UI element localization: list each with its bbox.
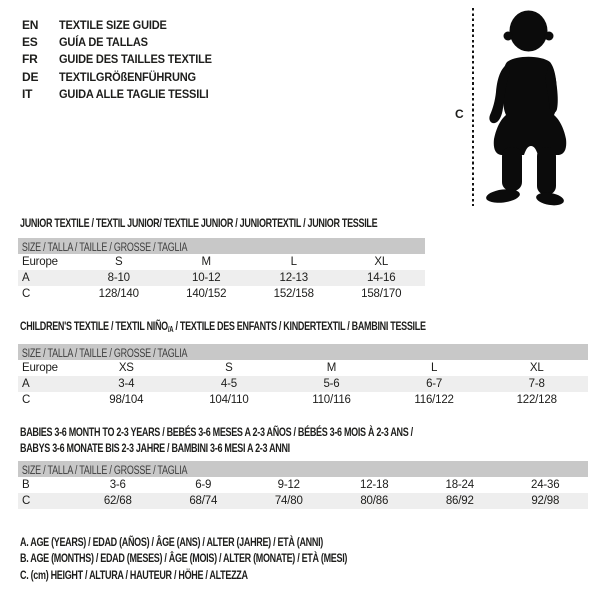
size-cell: XL: [374, 256, 389, 268]
size-cell: 152/158: [273, 288, 314, 300]
babies-title-line1: BABIES 3-6 MONTH TO 2-3 YEARS / BEBÉS 3-6 MESES A 2-3 AÑOS / BÉBÉS 3-6 MOIS À 2-3 ANS /: [20, 425, 413, 439]
babies-size-header-bar: [18, 461, 588, 477]
size-cell: 12-18: [360, 479, 389, 491]
table-row: [18, 360, 588, 376]
row-label: B: [22, 479, 30, 491]
size-cell: XS: [118, 362, 134, 374]
row-label: C: [22, 394, 31, 406]
size-cell: M: [201, 256, 211, 268]
language-item: [22, 51, 225, 68]
babies-title-line2: BABYS 3-6 MONATE BIS 2-3 JAHRE / BAMBINI 3-6 MESI A 2-3 ANNI: [20, 440, 290, 455]
size-cell: 116/122: [414, 394, 454, 406]
size-cell: 4-5: [220, 378, 237, 390]
row-label: A: [22, 272, 30, 284]
size-header-label: SIZE / TALLA / TAILLE / GRÖSSE / TAGLIA: [21, 242, 188, 254]
size-cell: 74/80: [274, 495, 303, 507]
children-size-header-bar: [18, 344, 588, 360]
size-cell: 3-4: [118, 378, 135, 390]
size-cell: 12-13: [279, 272, 308, 284]
size-cell: 3-6: [109, 479, 126, 491]
size-cell: 80/86: [360, 495, 389, 507]
size-cell: 86/92: [445, 495, 474, 507]
size-cell: 110/116: [312, 394, 351, 406]
size-cell: 122/128: [516, 394, 557, 406]
size-cell: 92/98: [531, 495, 560, 507]
row-label: Europe: [22, 362, 58, 374]
size-cell: 6-9: [195, 479, 212, 491]
babies-size-table: [18, 477, 588, 509]
table-row: [18, 376, 588, 392]
junior-size-header-bar: [18, 238, 425, 254]
size-header-label: SIZE / TALLA / TAILLE / GRÖSSE / TAGLIA: [21, 348, 188, 360]
size-cell: 68/74: [189, 495, 218, 507]
footnote-line-b: B. AGE (MONTHS) / EDAD (MESES) / ÂGE (MOIS) / ALTER (MONATE) / ETÀ (MESI): [20, 551, 348, 566]
size-cell: L: [290, 256, 297, 268]
children-title-sub: /A: [167, 325, 174, 334]
language-code: IT: [22, 87, 33, 102]
language-item: [22, 86, 225, 103]
footnotes: [20, 534, 347, 583]
language-code: ES: [22, 35, 38, 50]
row-label: A: [22, 378, 30, 390]
size-cell: 98/104: [109, 394, 144, 406]
table-row: [18, 477, 588, 493]
row-label: Europe: [22, 256, 58, 268]
size-cell: XL: [529, 362, 544, 374]
baby-silhouette-icon: [482, 7, 570, 207]
children-title-post: / TEXTILE DES ENFANTS / KINDERTEXTIL / BAMBINI TESSILE: [173, 319, 426, 333]
size-cell: S: [225, 362, 233, 374]
size-cell: M: [326, 362, 337, 374]
size-cell: 8-10: [107, 272, 130, 284]
children-title-pre: CHILDREN'S TEXTILE / TEXTIL NIÑO: [20, 319, 168, 333]
table-row: [18, 286, 425, 302]
language-title: TEXTILGRÖßENFÜHRUNG: [59, 69, 196, 84]
size-cell: 9-12: [277, 479, 300, 491]
size-cell: 7-8: [528, 378, 545, 390]
junior-size-table: [18, 254, 425, 302]
children-table-title: [20, 319, 426, 338]
row-label: C: [22, 495, 31, 507]
table-row: [18, 392, 588, 408]
language-code: DE: [22, 69, 39, 84]
size-cell: 104/110: [209, 394, 249, 406]
size-cell: 62/68: [103, 495, 132, 507]
size-cell: L: [430, 362, 438, 374]
footnote-line-a: A. AGE (YEARS) / EDAD (AÑOS) / ÂGE (ANS) / ALTER (JAHRE) / ETÀ (ANNI): [20, 535, 323, 549]
table-row: [18, 270, 425, 286]
size-cell: 128/140: [98, 288, 139, 300]
footnote-line-c: C. (cm) HEIGHT / ALTURA / HAUTEUR / HÖHE / ALTEZZA: [20, 567, 248, 582]
language-item: [22, 16, 225, 33]
row-label: C: [22, 288, 31, 300]
size-cell: 24-36: [531, 479, 560, 491]
language-code: FR: [22, 52, 38, 67]
language-title: GUÍA DE TALLAS: [59, 35, 148, 50]
size-cell: 6-7: [426, 378, 443, 390]
height-dotted-line: [472, 8, 474, 206]
babies-table-title: [20, 425, 413, 456]
language-item: [22, 33, 225, 50]
language-code: EN: [22, 17, 39, 32]
language-title: GUIDE DES TAILLES TEXTILE: [59, 52, 212, 67]
size-cell: S: [115, 256, 123, 268]
size-cell: 14-16: [367, 272, 396, 284]
language-title: TEXTILE SIZE GUIDE: [59, 17, 167, 32]
children-size-table: [18, 360, 588, 408]
size-cell: 10-12: [192, 272, 221, 284]
size-header-label: SIZE / TALLA / TAILLE / GRÖSSE / TAGLIA: [21, 465, 188, 477]
language-item: [22, 68, 225, 85]
size-cell: 18-24: [445, 479, 474, 491]
junior-table-title: JUNIOR TEXTILE / TEXTIL JUNIOR/ TEXTILE JUNIOR / JUNIORTEXTIL / JUNIOR TESSILE: [20, 216, 378, 230]
size-cell: 158/170: [361, 288, 402, 300]
language-list: [22, 16, 225, 103]
table-row: [18, 493, 588, 509]
height-marker-label: C: [455, 107, 464, 121]
size-cell: 5-6: [323, 378, 340, 390]
size-cell: 140/152: [186, 288, 227, 300]
language-title: GUIDA ALLE TAGLIE TESSILI: [59, 87, 209, 102]
table-row: [18, 254, 425, 270]
